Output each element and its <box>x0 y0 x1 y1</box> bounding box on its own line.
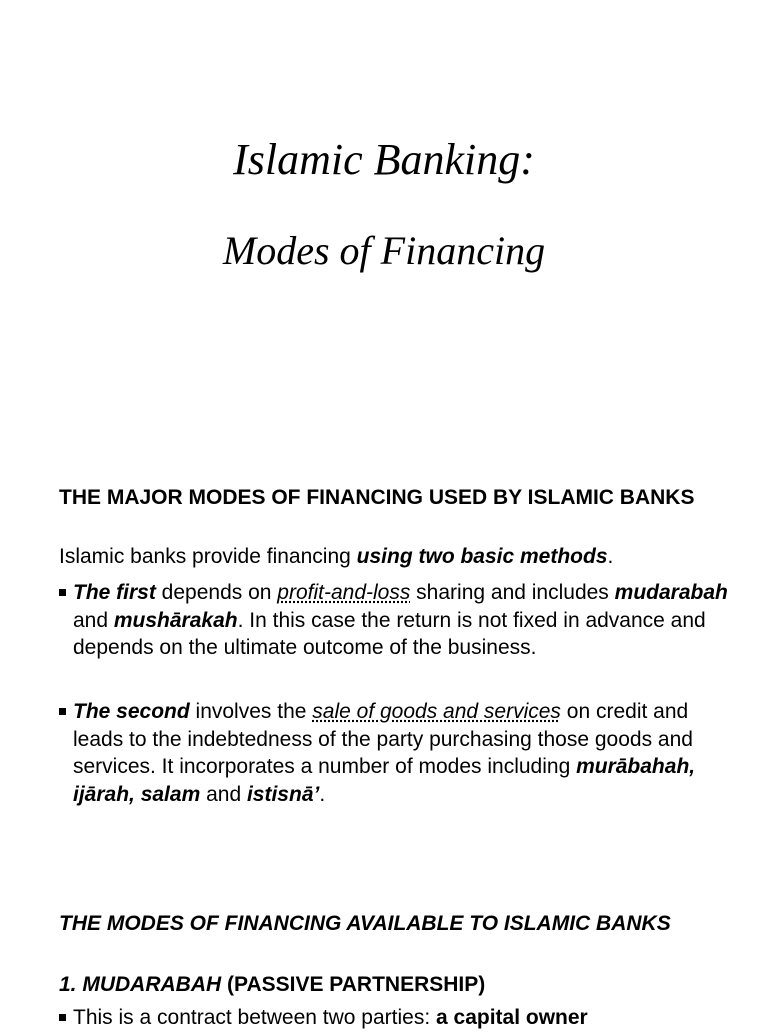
bullet-second-method <box>59 698 733 808</box>
subsection-qualifier: (PASSIVE PARTNERSHIP) <box>221 973 486 996</box>
bullet-lead: The first <box>73 581 156 604</box>
intro-period: . <box>607 545 614 568</box>
intro-text: Islamic banks provide financing <box>59 545 357 568</box>
term-istisna: istisnā’ <box>246 782 320 806</box>
document-title: Islamic Banking: <box>233 135 535 184</box>
section-heading-available-modes: THE MODES OF FINANCING AVAILABLE TO ISLAMIC BANKS <box>59 912 671 935</box>
bullet-lead: The second <box>73 700 190 723</box>
section-heading-major-modes: THE MAJOR MODES OF FINANCING USED BY ISLAMIC BANKS <box>59 486 695 509</box>
bullet-text: This is a contract between two parties: <box>73 1006 436 1029</box>
bullet-text: and <box>200 782 247 806</box>
subsection-heading-mudarabah <box>59 971 729 999</box>
square-bullet-icon <box>59 1014 66 1021</box>
intro-emphasis: using two basic methods <box>356 545 608 568</box>
bullet-text: and <box>73 608 114 632</box>
square-bullet-icon <box>59 708 66 715</box>
bullet-text: depends on <box>155 581 278 604</box>
bullet-text: involves the <box>189 700 313 723</box>
bullet-text: sharing and includes <box>410 581 615 604</box>
bullet-text: . <box>319 782 326 806</box>
document-subtitle: Modes of Financing <box>222 228 546 273</box>
highlighted-term: profit-and-loss <box>277 581 411 604</box>
term-musharakah: mushārakah <box>113 608 238 632</box>
highlighted-term: sale of goods and services <box>312 700 561 723</box>
square-bullet-icon <box>59 589 66 596</box>
intro-paragraph <box>59 543 729 571</box>
subsection-number-title: 1. MUDARABAH <box>59 973 222 996</box>
terms-murabahah-ijarah-salam: murābahah, ijārah, salam <box>73 755 696 806</box>
bullet-text: . In this case the return is not fixed in advance and depends on the ultimate outcome of the business. <box>73 608 706 659</box>
bullet-text: on credit and leads to the indebtedness of the party purchasing those goods and services. It incorporates a number of modes including <box>73 700 693 778</box>
term-mudarabah: mudarabah <box>614 581 728 604</box>
term-capital-owner: a capital owner <box>436 1006 588 1029</box>
bullet-mudarabah-definition <box>59 1004 733 1032</box>
bullet-first-method <box>59 579 733 662</box>
